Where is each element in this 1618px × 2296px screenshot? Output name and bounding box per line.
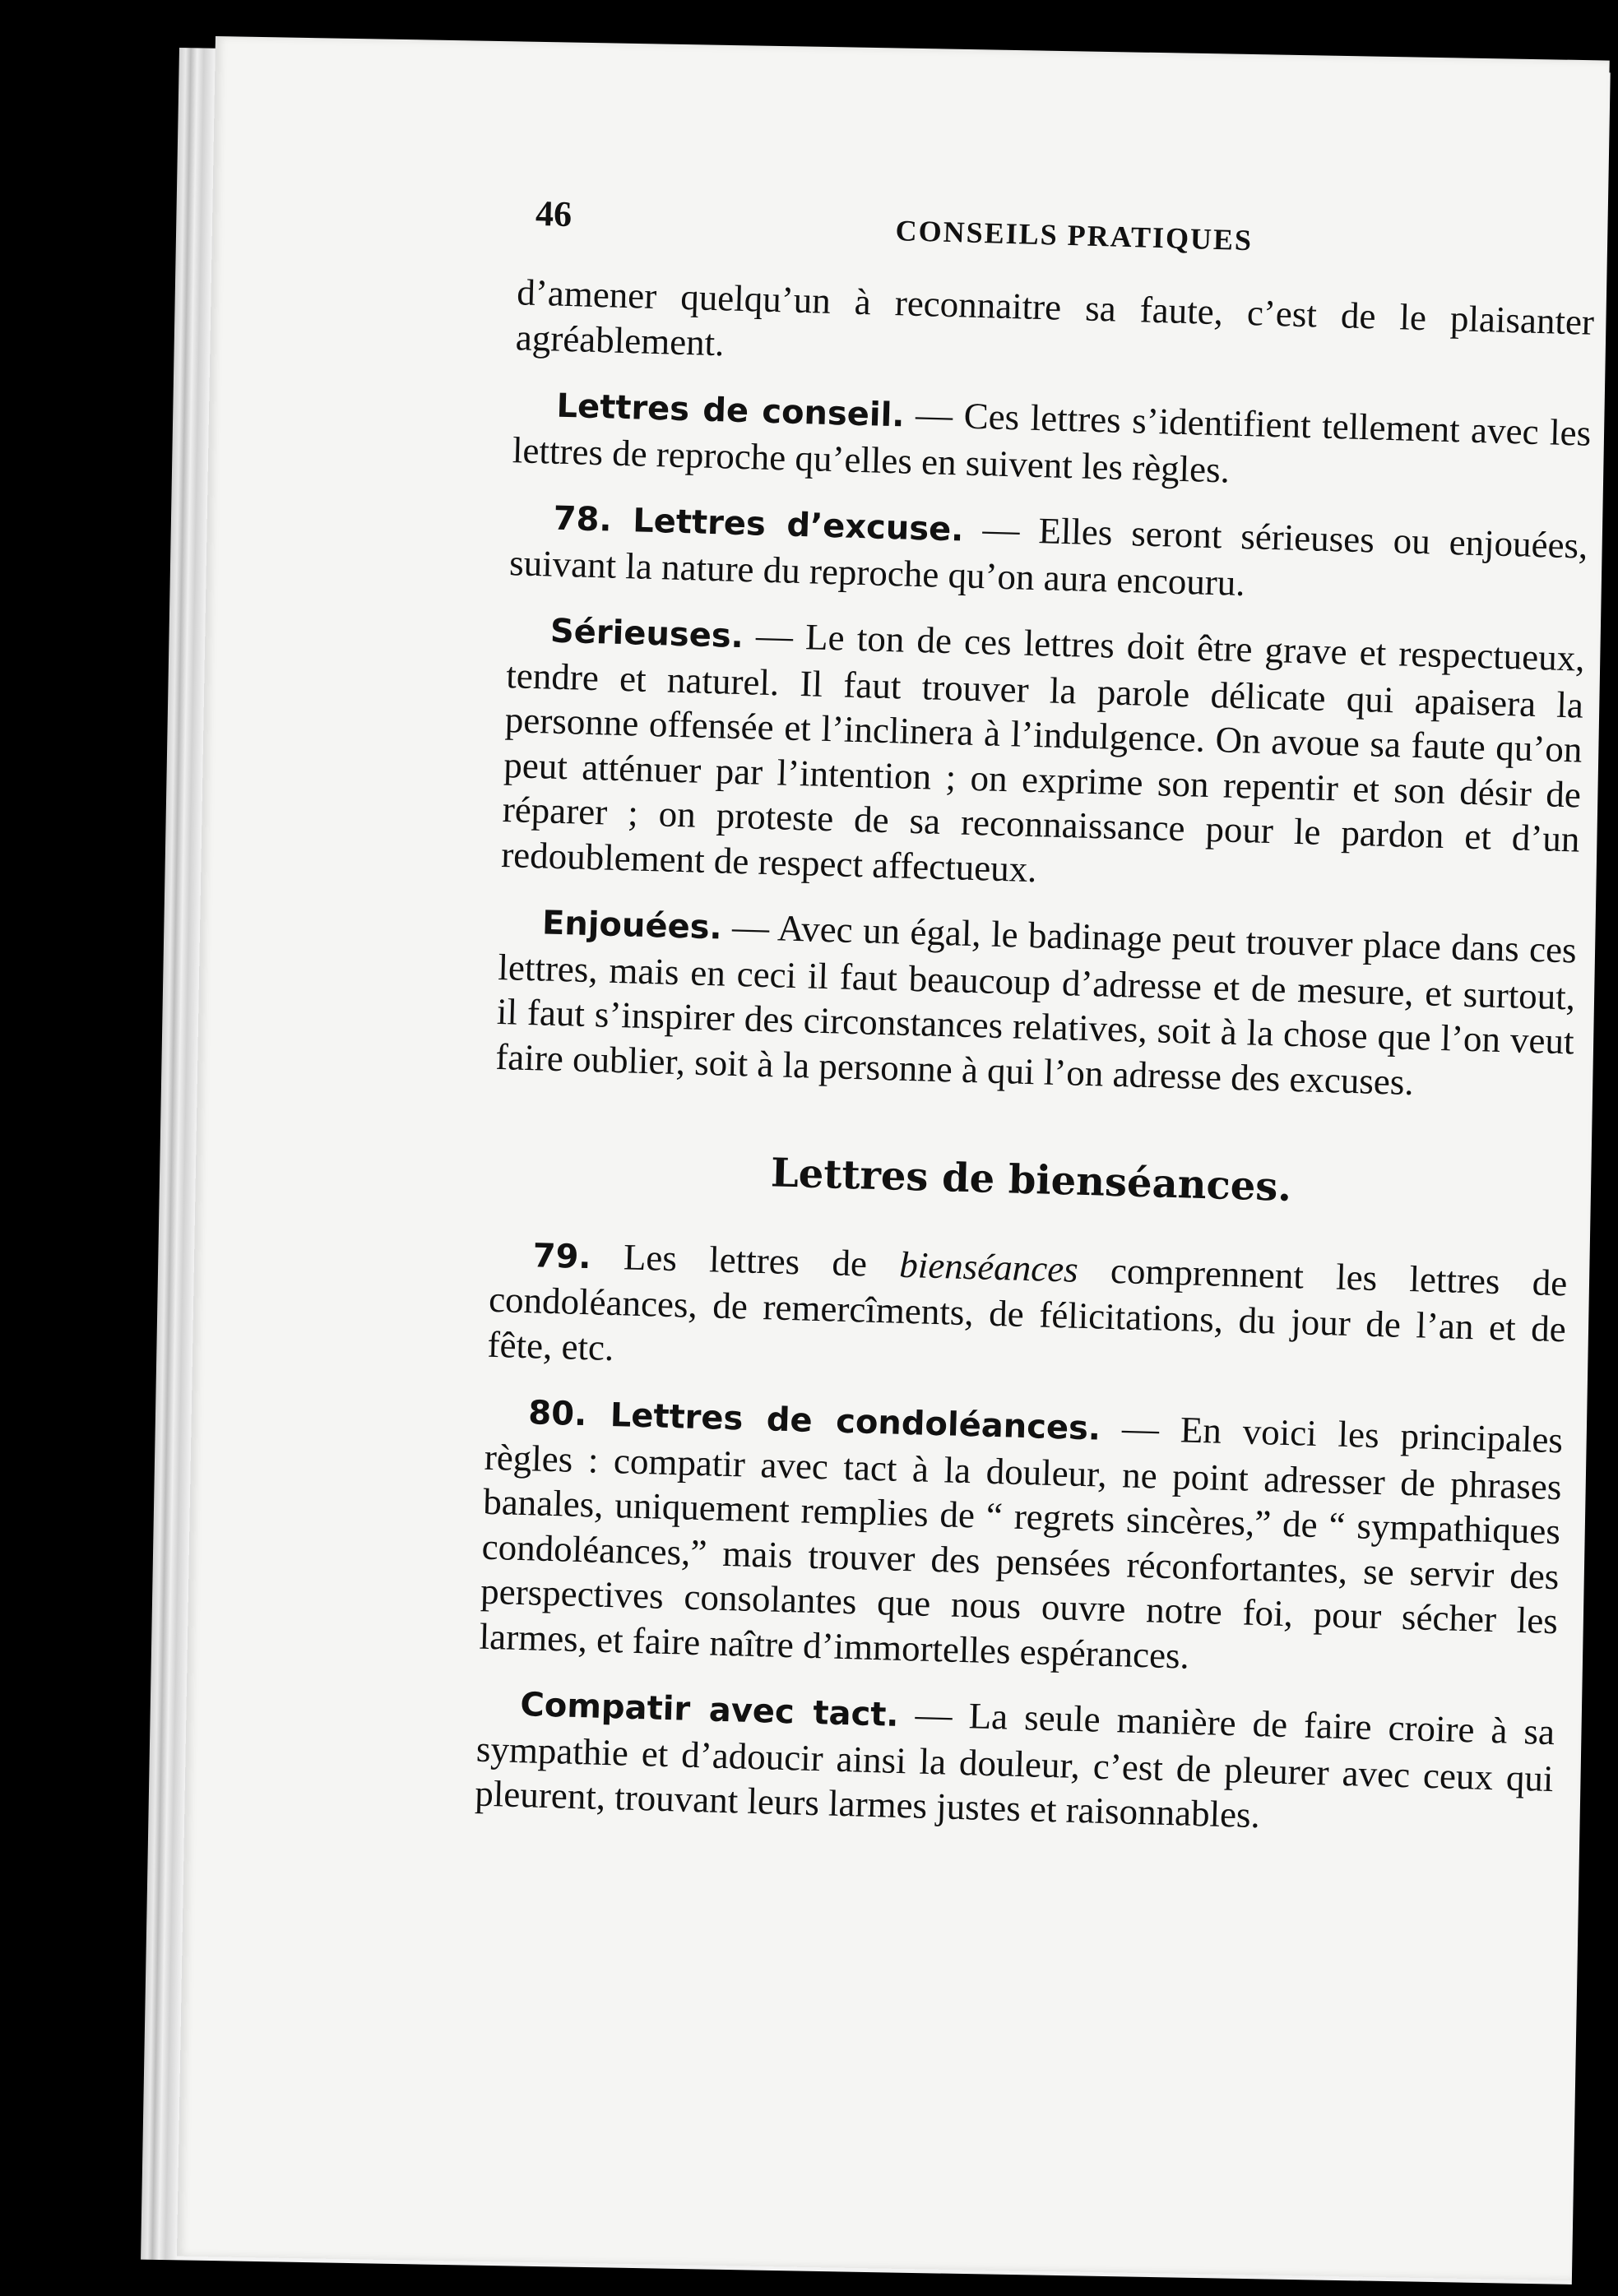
section-heading: Lettres de bienséances. — [770, 1150, 1292, 1210]
paragraph-text: — Avec un égal, le badinage peut trouver place dans ces lettres, mais en ceci il faut beaucoup d’adresse et de mesure, et surtout, il faut s’inspirer des circonstances relatives, soit à la chose que l’on veut faire oublier, soit à la personne à qui l’on adresse des excuses. — [494, 905, 1578, 1103]
paragraph-lead: Lettres de conseil. — [555, 387, 906, 435]
paragraph-text: — Le ton de ces lettres doit être grave et respectueux, tendre et naturel. Il faut trouver la parole délicate qui apaisera la personne offensée et l’inclinera à l’indulgence. On avoue sa faute qu’on peut atténuer par l’intention ; on exprime son repentir et son désir de réparer ; on proteste de sa reconnaissance pour le pardon et d’un redoublement de respect affectueux. — [500, 614, 1586, 890]
paragraph-text: — Elles seront sérieuses ou enjouées, suivant la nature du reproche qu’on aura encouru. — [508, 507, 1589, 604]
paragraph-lead: Compatir avec tact. — [519, 1686, 900, 1734]
paragraph-lead: Sérieuses. — [549, 612, 744, 656]
paragraph-text: — Ces lettres s’identifient tellement avec les lettres de reproche qu’elles en suivent les règles. — [512, 393, 1592, 491]
paragraph-79 — [487, 1230, 1568, 1396]
page-text — [258, 185, 1611, 1868]
paragraph-lead: Lettres d’excuse. — [610, 501, 965, 549]
paragraph-80-lettres-de-condoleances — [479, 1388, 1564, 1688]
page-number: 46 — [535, 192, 573, 235]
paragraph-text: Les lettres de — [590, 1234, 901, 1285]
running-title: CONSEILS PRATIQUES — [895, 214, 1254, 257]
paragraph-text: — La seule manière de faire croire à sa sympathie et d’adoucir ainsi la douleur, c’est de pleurer avec ceux qui pleurent, trouvant leurs larmes justes et raisonnables. — [474, 1692, 1555, 1836]
paragraph-text: d’amener quelqu’un à reconnaitre sa faute, c’est de le plaisanter agréablement. — [515, 271, 1595, 363]
paragraph-italic-term: bienséances — [898, 1243, 1079, 1290]
paragraph-number: 79. — [532, 1236, 592, 1276]
paragraph-number: 78. — [553, 499, 613, 539]
paragraph-number: 80. — [527, 1394, 587, 1434]
paragraph-lettres-de-conseil — [512, 381, 1592, 502]
paragraph-lead: Lettres de condoléances. — [586, 1396, 1101, 1448]
paragraph-text: — En voici les principales règles : compatir avec tact à la douleur, ne point adresser de phrases banales, uniquement remplies de “ regrets sincères,” de “ sympathiques condoléances,” mais trouver des pensées réconfortantes, se servir des perspectives consolantes que nous ouvre notre foi, pour sécher les larmes, et faire naître d’immortelles espérances. — [479, 1406, 1564, 1677]
paragraph-enjouees — [495, 898, 1578, 1109]
paragraph-compatir-avec-tact — [475, 1680, 1555, 1846]
paragraph-78-lettres-d-excuse — [509, 493, 1589, 615]
paragraph-lead: Enjouées. — [541, 904, 723, 947]
paragraph-text: comprennent les lettres de condoléances, de remercîments, de félicitations, du jour de l’an et de fête, etc. — [487, 1248, 1569, 1368]
body-column — [475, 270, 1595, 1845]
paragraph-serieuses — [501, 606, 1586, 906]
